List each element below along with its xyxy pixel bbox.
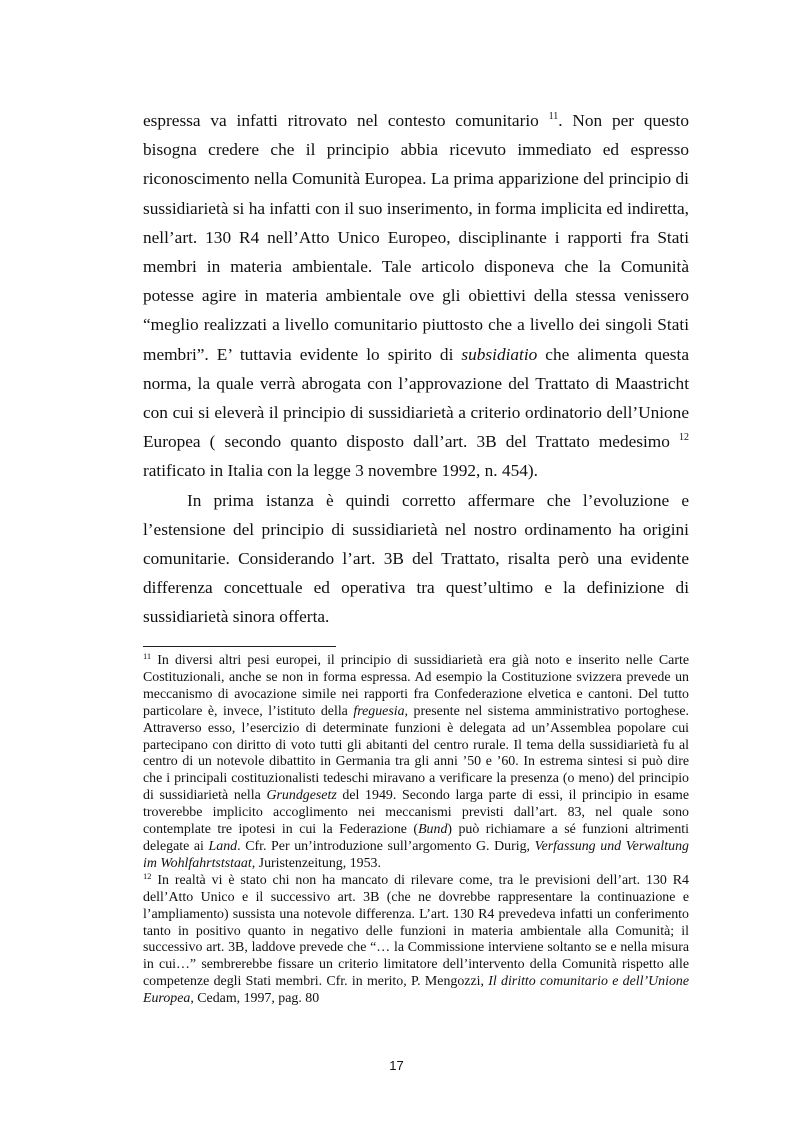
- paragraph-1: [143, 106, 689, 486]
- text-run: del 1949. Secondo larga parte di essi, il principio in esame troverebbe implicito accoglimento nei meccanismi previsti dall’art. 83, nel quale sono contemplate tre ipotesi in cui la Federazione (: [143, 788, 689, 838]
- italic-term: freguesia,: [353, 703, 409, 719]
- text-run: ratificato in Italia con la legge 3 novembre 1992, n. 454).: [143, 461, 538, 481]
- italic-title: Il diritto comunitario e dell’Unione Europea: [143, 974, 690, 1007]
- text-run: Juristenzeitung, 1953.: [255, 855, 381, 871]
- italic-term: subsidiatio: [461, 344, 538, 364]
- text-run: . Non per questo bisogna credere che il principio abbia ricevuto immediato ed espresso riconoscimento nella Comunità Europea. La prima apparizione del principio di sussidiarietà si ha infatti con il suo inserimento, in forma implicita ed indiretta, nell’art. 130 R4 nell’Atto Unico Europeo, disciplinante i rapporti fra Stati membri in materia ambientale. Tale articolo disponeva che la Comunità potesse agire in materia ambientale ove gli obiettivi della stessa venissero “meglio realizzati a livello comunitario piuttosto che a livello dei singoli Stati membri”. E’ tuttavia evidente lo spirito di: [143, 111, 689, 364]
- footnote-separator: [143, 646, 336, 647]
- italic-term: Land: [208, 838, 238, 854]
- main-text: [143, 106, 689, 632]
- text-run: In diversi altri pesi europei, il principio di sussidiarietà era già noto e inserito nelle Carte Costituzionali, anche se non in forma espressa. Ad esempio la Costituzione svizzera prevede un meccanismo di avocazione simile nei rapporti fra Confederazione elvetica e cantoni. Del tutto particolare è, invece, l’istituto della: [143, 653, 689, 719]
- footnote-ref-11[interactable]: 11: [548, 111, 559, 122]
- footnote-number: 12: [143, 870, 152, 881]
- text-run: . Cfr. Per un’introduzione sull’argomento G. Durig,: [237, 838, 535, 854]
- footnote-11: [143, 653, 689, 873]
- italic-term: Bund: [418, 822, 448, 838]
- footnotes: [143, 653, 689, 1008]
- italic-term: Grundgesetz: [266, 788, 337, 804]
- footnote-ref-12[interactable]: 12: [679, 432, 689, 444]
- footnote-12: [143, 870, 690, 1008]
- text-run: In realtà vi è stato chi non ha mancato di rilevare come, tra le previsioni dell’art. 130 R4 dell’Atto Unico e il successivo art. 3B (che ne dovrebbe rappresentare la continuazione e l’ampliamento) sussista una notevole differenza. L’art. 130 R4 prevedeva infatti un conferimento tanto in positivo quanto in negativo delle funzioni in materia ambientale alla Comunità; il successivo art. 3B, laddove prevede che “… la Commissione interviene soltanto se e nella misura in cui…” sembrerebbe fissare un criterio limitatore dell’intervento della Comunità rispetto alle competenze degli Stati membri. Cfr. in merito, P. Mengozzi,: [143, 872, 689, 990]
- footnote-number: 11: [143, 651, 152, 661]
- italic-title: Verfassung und Verwaltung im Wohlfahrtststaat,: [143, 838, 689, 871]
- text-run: espressa va infatti ritrovato nel contesto comunitario: [143, 111, 549, 130]
- text-run: , Cedam, 1997, pag. 80: [190, 991, 320, 1007]
- text-run: presente nel sistema amministrativo portoghese. Attraverso esso, l’esercizio di determinate funzioni è delegata ad un’Assemblea popolare cui partecipano con diritto di voto tutti gli abitanti del centro rurale. Il tema della sussidiarietà fu al centro di un notevole dibattito in Germania tra gli anni ’50 e ’60. In estrema sintesi si può dire che i principali costituzionalisti tedeschi miravano a verificare la presenza (o meno) del principio di sussidiarietà nella: [143, 703, 689, 804]
- page-number: 17: [389, 1058, 404, 1073]
- paragraph-2: In prima istanza è quindi corretto affermare che l’evoluzione e l’estensione del principio di sussidiarietà nel nostro ordinamento ha origini comunitarie. Considerando l’art. 3B del Trattato, risalta però una evidente differenza concettuale ed operativa tra quest’ultimo e la definizione di sussidiarietà sinora offerta.: [143, 490, 689, 627]
- text-run: ) può richiamare a sé funzioni altrimenti delegate ai: [143, 822, 689, 854]
- text-run: che alimenta questa norma, la quale verrà abrogata con l’approvazione del Trattato di Maastricht con cui si eleverà il principio di sussidiarietà a criterio ordinatorio dell’Unione Europea ( secondo quanto disposto dall’art. 3B del Trattato medesimo: [143, 344, 689, 452]
